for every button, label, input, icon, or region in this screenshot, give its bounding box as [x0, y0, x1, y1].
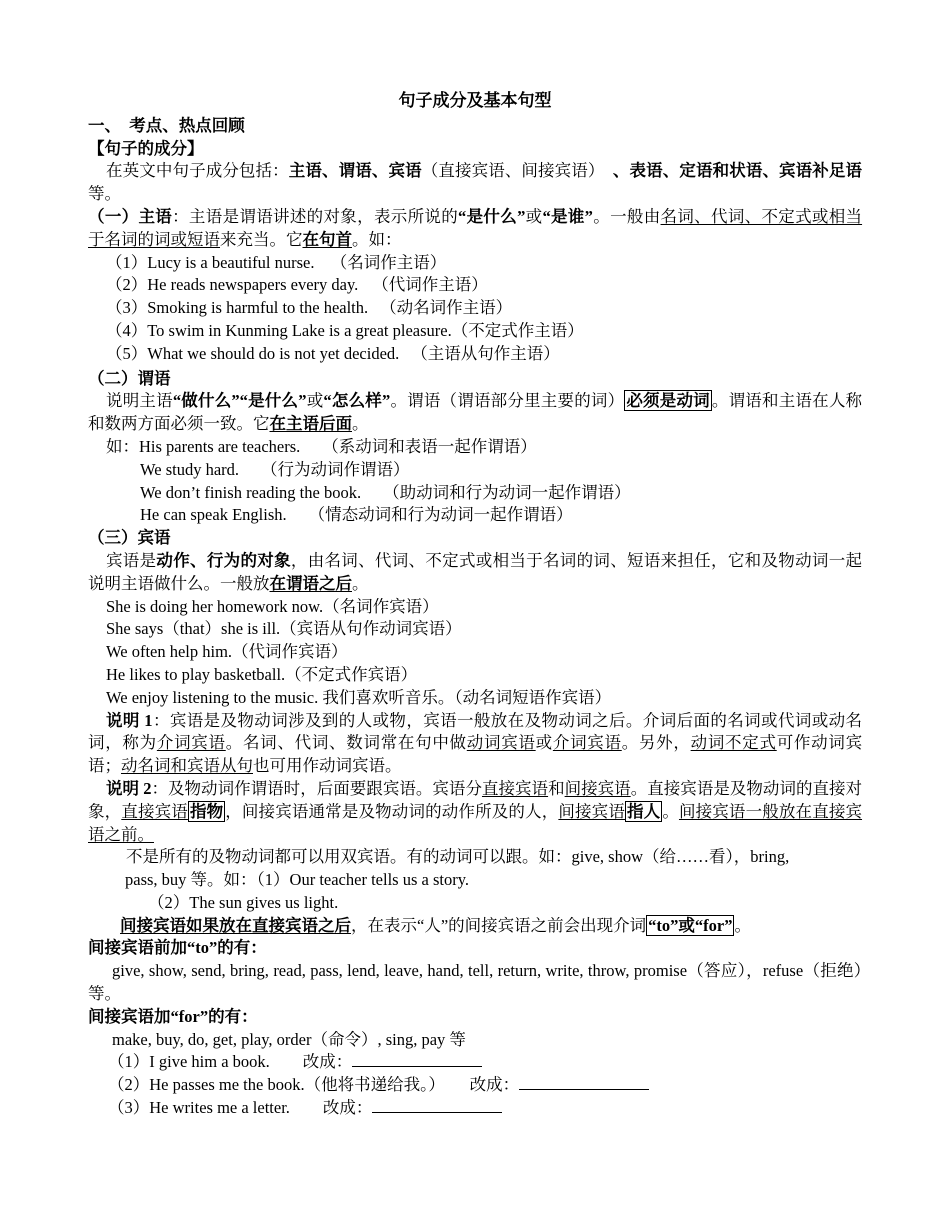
double-object-text: pass, buy 等。如：（1）Our teacher tells us a story. — [125, 870, 469, 890]
predicate-heading: （二）谓语 — [88, 368, 171, 388]
predicate-example: He can speak English. （情态动词和行为动词一起作谓语） — [140, 505, 573, 525]
object-example: He likes to play basketball.（不定式作宾语） — [106, 664, 418, 684]
section-heading: 一、 考点、热点回顾 — [88, 115, 245, 135]
boxed-text: 指物 — [189, 801, 224, 821]
to-heading: 间接宾语前加“to”的有： — [88, 938, 267, 958]
subject-example: （1）Lucy is a beautiful nurse. （名词作主语） — [106, 252, 447, 272]
page-title: 句子成分及基本句型 — [398, 91, 552, 110]
object-heading: （三）宾语 — [88, 528, 171, 548]
boxed-text: 必须是动词 — [626, 391, 710, 411]
answer-blank[interactable] — [352, 1052, 482, 1067]
predicate-example: We study hard. （行为动词作谓语） — [140, 459, 410, 479]
for-heading: 间接宾语加“for”的有： — [88, 1006, 258, 1026]
exercise-item: （3）He writes me a letter. 改成： — [88, 1097, 862, 1120]
predicate-example: We don’t finish reading the book. （助动词和行为动词一起作谓语） — [140, 482, 631, 502]
to-list: give, show, send, bring, read, pass, lend, leave, hand, tell, return, write, throw, promise（答应），refuse（拒绝）等。 — [88, 961, 862, 1004]
subject-paragraph: （一）主语：主语是谓语讲述的对象，表示所说的“是什么”或“是谁”。一般由名词、代词、不定式或相当于名词的词或短语来充当。它在句首。如： — [88, 206, 863, 249]
predicate-paragraph: 说明主语“做什么”“是什么”或“怎么样”。谓语（谓语部分里主要的词） 必须是动词 。谓语和主语在人称和数两方面必须一致。它在主语后面。 — [88, 391, 863, 434]
subject-example: （5）What we should do is not yet decided. （主语从句作主语） — [106, 343, 560, 363]
subject-example: （3）Smoking is harmful to the health. （动名词作主语） — [106, 298, 513, 318]
answer-blank[interactable] — [519, 1075, 649, 1090]
predicate-example: 如：His parents are teachers. （系动词和表语一起作谓语） — [106, 436, 537, 456]
double-object-example: （2）The sun gives us light. — [148, 892, 339, 912]
answer-blank[interactable] — [372, 1098, 502, 1113]
for-list: make, buy, do, get, play, order（命令）, sing, pay 等 — [112, 1029, 466, 1049]
object-example: We enjoy listening to the music. 我们喜欢听音乐。（动名词短语作宾语） — [106, 687, 612, 707]
boxed-text: “to”或“for” — [648, 915, 733, 935]
exercise-item: （1）I give him a book. 改成： — [88, 1051, 862, 1074]
note1-paragraph: 说明 1：宾语是及物动词涉及到的人或物，宾语一般放在及物动词之后。介词后面的名词或代词或动名词，称为介词宾语。名词、代词、数词常在句中做动词宾语或介词宾语。另外，动词不定式可作动词宾语；动名词和宾语从句也可用作动词宾语。 — [88, 710, 863, 776]
subject-example: （2）He reads newspapers every day. （代词作主语） — [106, 275, 488, 295]
rule-paragraph: 间接宾语如果放在直接宾语之后，在表示“人”的间接宾语之前会出现介词 “to”或“for” 。 — [120, 915, 751, 935]
note2-paragraph: 说明 2：及物动词作谓语时，后面要跟宾语。宾语分直接宾语和间接宾语。直接宾语是及物动词的直接对象，直接宾语 指物 ，间接宾语通常是及物动词的动作所及的人，间接宾语 指人 。间接宾语一般放在直接宾语之前。 — [88, 778, 863, 844]
subsection-heading: 【句子的成分】 — [88, 138, 204, 158]
object-example: She says（that）she is ill.（宾语从句作动词宾语） — [106, 619, 462, 639]
object-paragraph: 宾语是动作、行为的对象，由名词、代词、不定式或相当于名词的词、短语来担任，它和及物动词一起说明主语做什么。一般放在谓语之后。 — [88, 550, 863, 593]
boxed-text: 指人 — [627, 801, 661, 821]
subject-example: （4）To swim in Kunming Lake is a great pleasure.（不定式作主语） — [106, 320, 584, 340]
object-example: She is doing her homework now.（名词作宾语） — [106, 596, 439, 616]
intro-paragraph: 在英文中句子成分包括：主语、谓语、宾语（直接宾语、间接宾语） 、表语、定语和状语、宾语补足语等。 — [88, 161, 863, 204]
exercise-item: （2）He passes me the book.（他将书递给我。） 改成： — [88, 1074, 862, 1097]
double-object-text: 不是所有的及物动词都可以用双宾语。有的动词可以跟。如：give, show（给……看），bring, — [126, 847, 790, 867]
object-example: We often help him.（代词作宾语） — [106, 642, 348, 662]
